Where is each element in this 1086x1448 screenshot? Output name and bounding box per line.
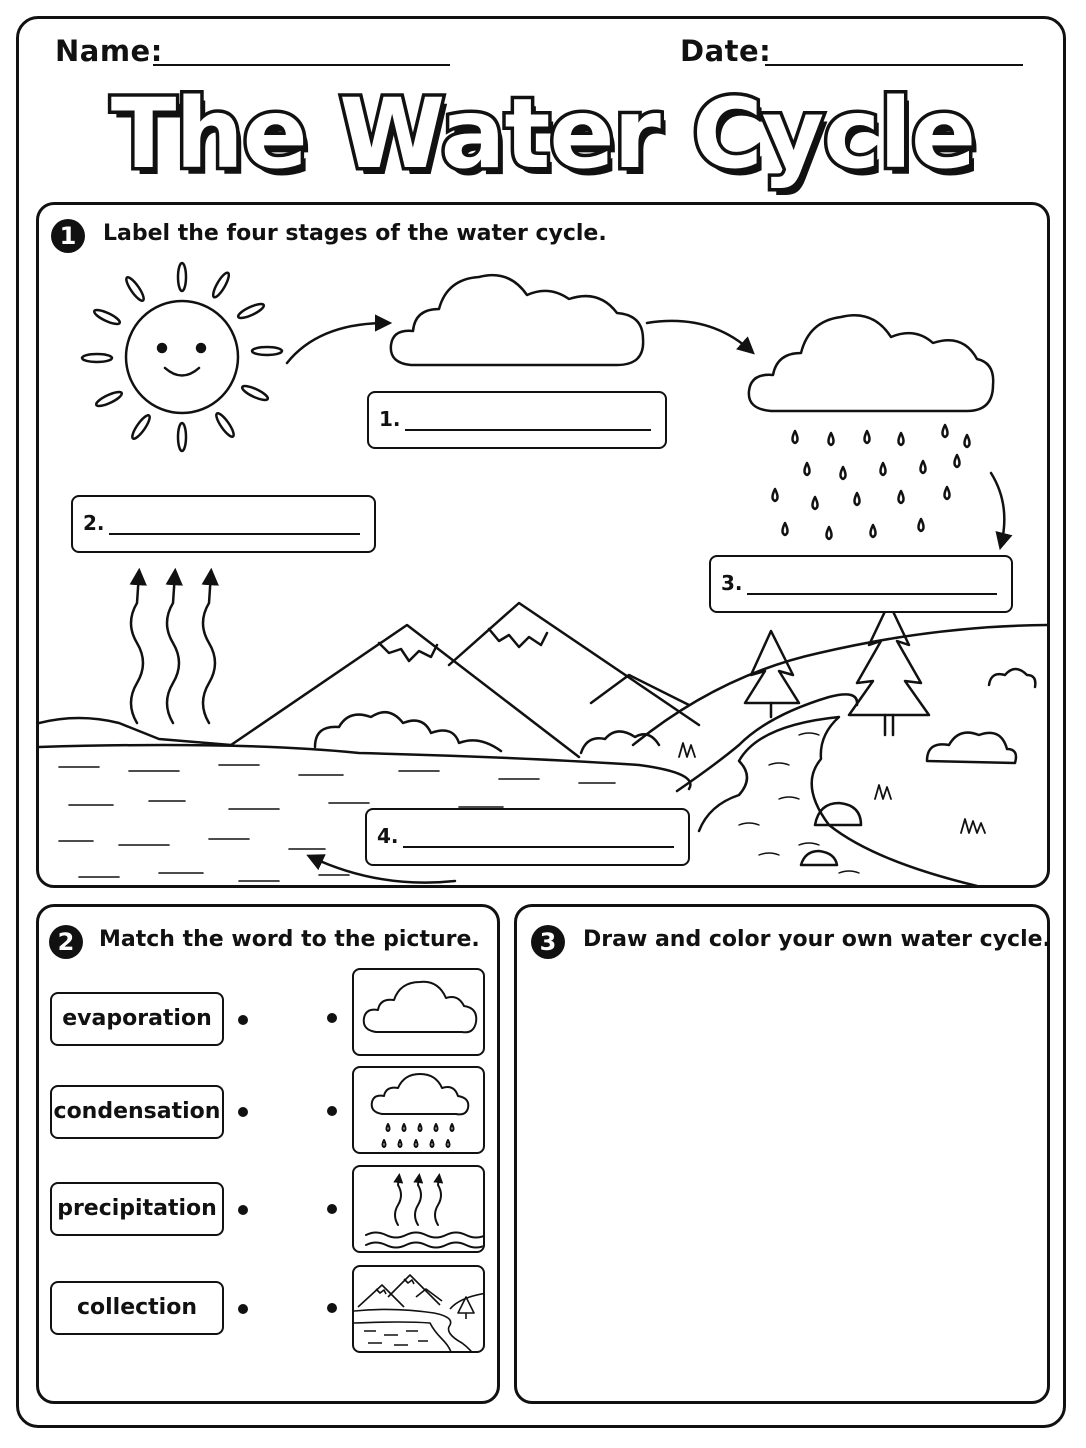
word-condensation[interactable]: condensation: [50, 1085, 224, 1139]
word-dot[interactable]: [238, 1107, 248, 1117]
picture-cloud[interactable]: [352, 968, 485, 1056]
stage-label-box-4[interactable]: [365, 808, 690, 866]
precipitation-arrow: [991, 473, 1004, 545]
landscape-river-icon: [354, 1267, 485, 1353]
grass-icon: [961, 819, 985, 833]
word-collection[interactable]: collection: [50, 1281, 224, 1335]
label-stages-panel: [36, 202, 1050, 888]
draw-panel[interactable]: [514, 904, 1050, 1404]
condensation-arrow: [647, 321, 751, 351]
name-label: Name:: [55, 34, 163, 68]
picture-dot[interactable]: [327, 1106, 337, 1116]
picture-rising-vapor[interactable]: [352, 1165, 485, 1253]
cloud-icon: [391, 275, 643, 365]
section-3-badge: 3: [531, 925, 565, 959]
word-dot[interactable]: [238, 1205, 248, 1215]
stage-number: 1.: [379, 407, 401, 431]
rock-icon: [801, 851, 837, 865]
section-2-badge: 2: [49, 925, 83, 959]
pine-tree-icon: [849, 603, 929, 735]
stage-number: 4.: [377, 824, 399, 848]
stage-number: 2.: [83, 511, 105, 535]
page-title: The Water Cycle: [110, 78, 976, 190]
sun-icon: [82, 263, 282, 451]
section-3-instruction: Draw and color your own water cycle.: [583, 927, 1051, 952]
picture-dot[interactable]: [327, 1013, 337, 1023]
bush-icon: [927, 733, 1016, 763]
word-dot[interactable]: [238, 1015, 248, 1025]
picture-rain-cloud[interactable]: [352, 1066, 485, 1154]
pine-tree-icon: [745, 631, 799, 717]
raindrops: [773, 425, 970, 539]
section-2-instruction: Match the word to the picture.: [99, 927, 480, 952]
stage-number: 3.: [721, 571, 743, 595]
grass-icon: [875, 785, 891, 799]
word-precipitation[interactable]: precipitation: [50, 1182, 224, 1236]
evaporation-arrow: [287, 323, 387, 363]
picture-dot[interactable]: [327, 1204, 337, 1214]
river-bank-right: [699, 717, 999, 888]
name-field-line[interactable]: [153, 64, 450, 66]
picture-landscape[interactable]: [352, 1265, 485, 1353]
bush-icon: [989, 669, 1035, 687]
date-label: Date:: [680, 34, 772, 68]
rising-vapor-icon: [354, 1167, 485, 1253]
hill: [633, 625, 1050, 745]
stage-label-box-2[interactable]: [71, 495, 376, 553]
cloud-icon: [354, 970, 485, 1056]
word-evaporation[interactable]: evaporation: [50, 992, 224, 1046]
picture-dot[interactable]: [327, 1303, 337, 1313]
rising-vapor-arrows: [131, 573, 215, 723]
word-dot[interactable]: [238, 1304, 248, 1314]
section-1-badge: 1: [51, 219, 85, 253]
stage-label-box-3[interactable]: [709, 555, 1013, 613]
section-1-instruction: Label the four stages of the water cycle.: [103, 221, 607, 246]
date-field-line[interactable]: [765, 64, 1023, 66]
river-bank-left: [677, 694, 857, 791]
grass-icon: [679, 743, 695, 757]
rain-cloud-icon: [354, 1068, 485, 1154]
rain-cloud-icon: [749, 315, 993, 411]
stage-label-box-1[interactable]: [367, 391, 667, 449]
bushes: [315, 712, 501, 751]
